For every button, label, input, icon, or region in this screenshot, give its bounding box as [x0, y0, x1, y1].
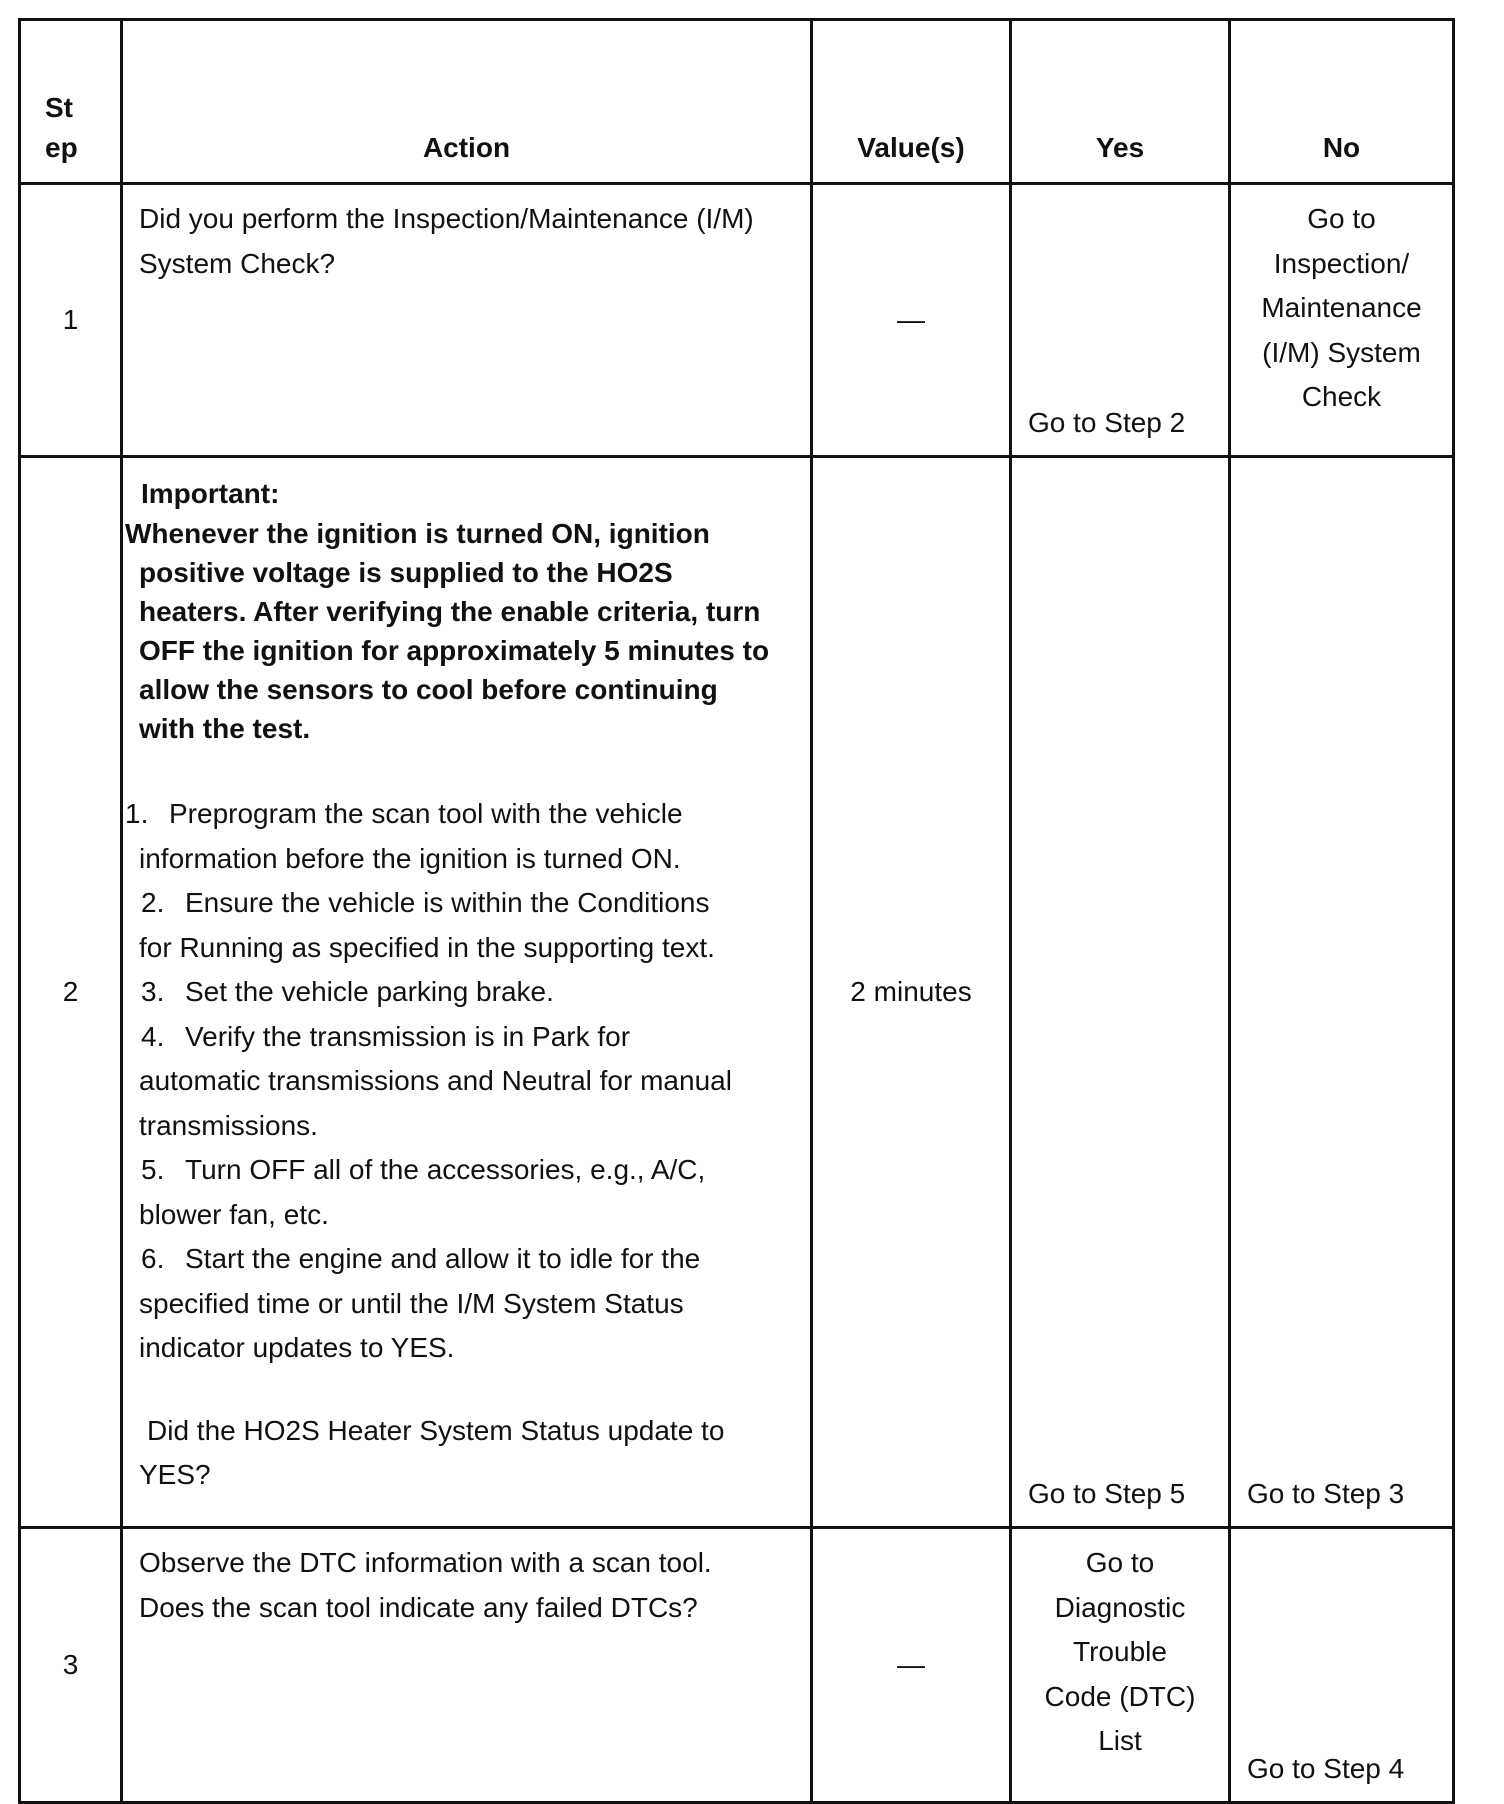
- header-no: No: [1230, 20, 1454, 184]
- no-line: Inspection/: [1273, 247, 1410, 279]
- no-cell: Go to Step 3: [1230, 457, 1454, 1528]
- table-row-step-2: [20, 457, 1454, 1528]
- procedure-step-text: indicator updates to YES.: [139, 1332, 455, 1363]
- procedure-step-text: blower fan, etc.: [139, 1198, 329, 1230]
- procedure-step-number: 3.: [141, 976, 165, 1007]
- spacer: [139, 748, 796, 792]
- question-line: Did the HO2S Heater System Status update to: [147, 1414, 725, 1446]
- no-line: Maintenance: [1261, 292, 1422, 323]
- procedure-step-1: [125, 792, 796, 837]
- procedure-step-number: 6.: [141, 1243, 165, 1274]
- procedure-step-number: 5.: [141, 1154, 165, 1185]
- step-number: 1: [20, 184, 122, 457]
- procedure-step-text: specified time or until the I/M System Status: [139, 1287, 684, 1319]
- header-step-line: ep: [45, 132, 78, 163]
- header-row: [20, 20, 1454, 184]
- important-line: allow the sensors to cool before continuing: [139, 674, 718, 705]
- procedure-step-number: 1.: [125, 798, 149, 829]
- header-yes: Yes: [1011, 20, 1230, 184]
- procedure-step-5: [139, 1148, 796, 1193]
- procedure-step-text: Start the engine and allow it to idle for the: [185, 1243, 701, 1274]
- procedure-step-text: Ensure the vehicle is within the Conditions: [185, 887, 710, 918]
- action-line: System Check?: [139, 247, 336, 279]
- procedure-list: [125, 792, 796, 1371]
- value-cell: —: [812, 1528, 1011, 1803]
- important-title: Important:: [141, 478, 280, 509]
- header-action: Action: [122, 20, 812, 184]
- header-step-line: St: [45, 92, 73, 123]
- action-cell: [122, 457, 812, 1528]
- procedure-step-text: for Running as specified in the supporting text.: [139, 931, 715, 963]
- procedure-step-text: information before the ignition is turned ON.: [139, 842, 681, 874]
- yes-cell: Go to Step 5: [1011, 457, 1230, 1528]
- procedure-step-4: [139, 1015, 796, 1060]
- procedure-step-6: [139, 1237, 796, 1282]
- action-line: Did you perform the Inspection/Maintenance (I/M): [139, 203, 754, 234]
- action-line: Observe the DTC information with a scan tool.: [139, 1547, 712, 1578]
- important-line: heaters. After verifying the enable criteria, turn: [139, 596, 761, 627]
- spacer: [139, 1371, 796, 1409]
- yes-cell: [1011, 1528, 1230, 1803]
- yes-line: Go to: [1085, 1547, 1155, 1578]
- procedure-step-text: Turn OFF all of the accessories, e.g., A/C,: [185, 1154, 706, 1185]
- question-line: YES?: [139, 1459, 211, 1490]
- value-cell: —: [812, 184, 1011, 457]
- yes-line: Trouble: [1073, 1636, 1167, 1667]
- header-step: [20, 20, 122, 184]
- procedure-step-text: Set the vehicle parking brake.: [185, 976, 554, 1007]
- important-line: positive voltage is supplied to the HO2S: [139, 557, 673, 588]
- no-line: Check: [1301, 381, 1382, 412]
- procedure-step-text: transmissions.: [139, 1109, 318, 1141]
- yes-line: List: [1098, 1725, 1142, 1756]
- no-line: Go to: [1307, 203, 1376, 234]
- important-line: with the test.: [139, 713, 311, 744]
- table-row-step-3: [20, 1528, 1454, 1803]
- important-line: Whenever the ignition is turned ON, ignition: [125, 518, 710, 549]
- no-line: (I/M) System: [1262, 336, 1421, 368]
- no-cell: Go to Step 4: [1230, 1528, 1454, 1803]
- procedure-step-number: 4.: [141, 1020, 165, 1052]
- step-number: 2: [20, 457, 122, 1528]
- procedure-step-3: [139, 970, 796, 1015]
- yes-line: Diagnostic: [1054, 1591, 1186, 1623]
- header-value: Value(s): [812, 20, 1011, 184]
- action-line: Does the scan tool indicate any failed DTCs?: [139, 1591, 698, 1623]
- yes-cell: Go to Step 2: [1011, 184, 1230, 457]
- procedure-step-text: Verify the transmission is in Park for: [185, 1020, 631, 1052]
- step-number: 3: [20, 1528, 122, 1803]
- important-line: OFF the ignition for approximately 5 minutes to: [139, 635, 770, 666]
- action-cell: [122, 1528, 812, 1803]
- procedure-step-2: [139, 881, 796, 926]
- important-note: [125, 514, 796, 748]
- action-cell: [122, 184, 812, 457]
- value-cell: 2 minutes: [812, 457, 1011, 1528]
- no-cell: [1230, 184, 1454, 457]
- procedure-step-number: 2.: [141, 887, 165, 918]
- diagnostic-steps-table: [18, 18, 1455, 1804]
- yes-line: Code (DTC): [1044, 1680, 1196, 1712]
- procedure-step-text: Preprogram the scan tool with the vehicle: [169, 798, 683, 829]
- procedure-step-text: automatic transmissions and Neutral for manual: [139, 1065, 732, 1096]
- table-row-step-1: [20, 184, 1454, 457]
